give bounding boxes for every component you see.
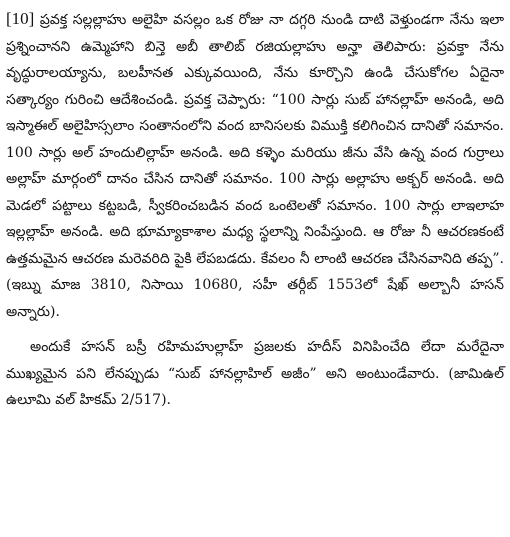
hadith-text: ప్రవక్త సల్లల్లాహు అలైహి వసల్లం ఒక రోజు నా దగ్గరి నుండి దాటి వెళ్తుండగా నేను ఇలా ప్రశ్నించానని ఉమ్మెహాని బిన్తె అబీ తాలిబ్ రజియల్లాహు అన్హా తెలిపారు: ప్రవక్తా నేను వృద్ధురాలయ్యాను, బలహీనత ఎక్కువయింది, నేను కూర్చొని ఉండి చేసుకోగల ఏదైనా సత్కార్యం గురించి ఆదేశించండి. ప్రవక్త చెప్పారు: “100 సార్లు సుబ్ హానల్లాహ్ అనండి, అది ఇస్మాఈల్ అలైహిస్సలాం సంతానంలోని వంద బానిసలకు విముక్తి కలిగించిన దానితో సమానం. 100 సార్లు అల్ హందులిల్లాహ్ అనండి. అది కళ్ళెం మరియు జీను వేసి ఉన్న వంద గుర్రాలు అల్లాహ్ మార్గంలో దానం చేసిన దానితో సమానం. 100 సార్లు అల్లాహు అక్బర్ అనండి. అది మెడలో పట్టాలు కట్టబడి, స్వీకరించబడిన వంద ఒంటెలతో సమానం. 100 సార్లు లాఇలాహ ఇల్లల్లాహ్ అనండి. అది భూమ్యాకాశాల మధ్య స్థలాన్ని నింపేస్తుంది. ఆ రోజు నీ ఆచరణకంటే ఉత్తమమైన ఆచరణ మరెవరిది పైకి లేపబడదు. కేవలం నీ లాంటి ఆచరణ చేసినవానిది తప్ప”. (ఇబ్ను మాజ 3810, నిసాయి 10680, సహీ తర్గీబ్ 1553లో షేఖ్ అల్బానీ హసన్ అన్నారు). — [6, 12, 504, 320]
hadith-number: [10] — [6, 9, 35, 28]
commentary-paragraph — [6, 334, 504, 414]
commentary-text: అందుకే హసన్ బస్రీ రహిమహుల్లాహ్ ప్రజలకు హదీస్ వినిపించేది లేదా మరేదైనా ముఖ్యమైన పని లేనప్పుడు “సుబ్ హానల్లాహిల్ అజీం” అని అంటుండేవారు. (జామిఉల్ ఉలూమి వల్ హికమ్ 2/517). — [6, 339, 504, 408]
hadith-paragraph — [6, 6, 504, 325]
